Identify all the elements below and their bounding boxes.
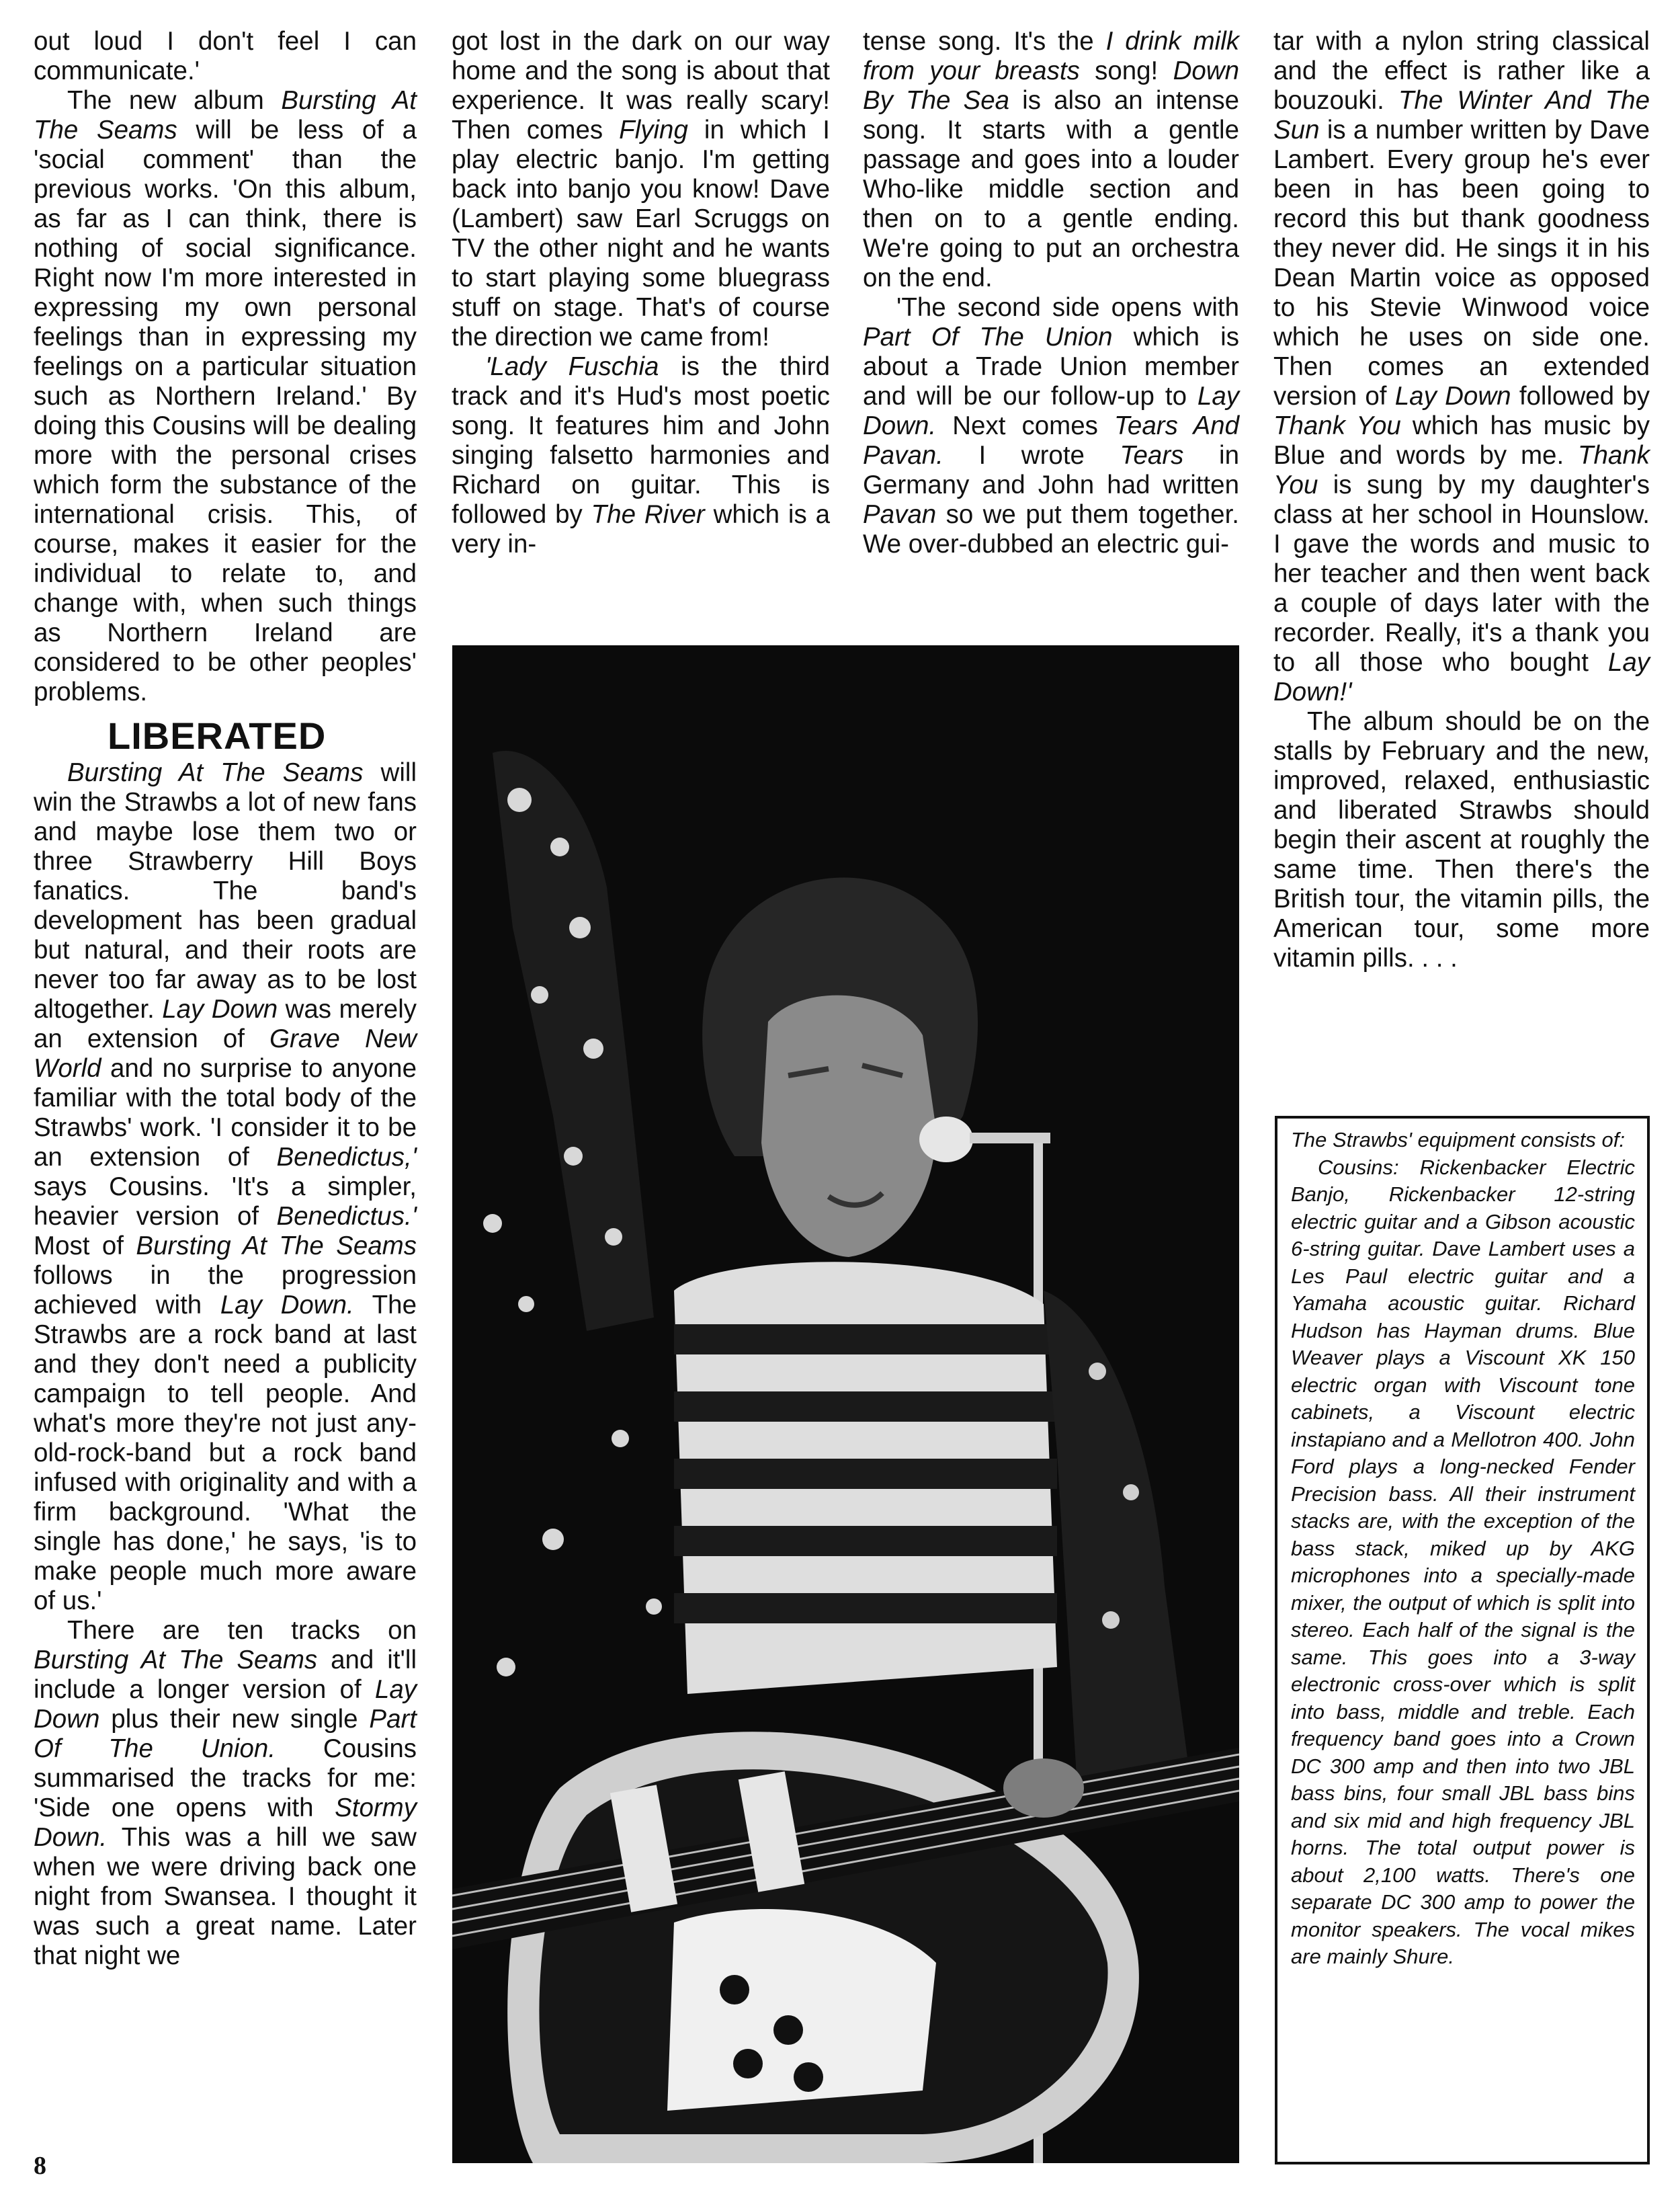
text: which is a very in- bbox=[452, 500, 830, 559]
song-title: The Winter And The Sun bbox=[1273, 86, 1650, 145]
text: The Strawbs are a rock band at last and they don't need a publicity campaign to tell people. And what's more they're not just any-old-rock-band but a rock band infused with originality and with a firm background. 'What the single has done,' he says, 'is to make people much more aware of us.' bbox=[34, 1291, 417, 1615]
song-title: Part Of The Union bbox=[863, 323, 1113, 352]
text: got lost in the dark on our way home and the song is about that experience. It was really scary! Then comes bbox=[452, 27, 830, 145]
song-title: Stormy Down. bbox=[34, 1793, 417, 1852]
text: will be less of a 'social comment' than the previous works. 'On this album, as far as I can think, there is nothing of social significance. Right now I'm more interested in expressing my own personal feelings than in expressing my feelings on a particular situation such as Northern Ireland.' By doing this Cousins will be dealing more with the personal crises which form the substance of the international crisis. This, of course, makes it easier for the individual to relate to, and change with, when such things as Northern Ireland are considered to be other peoples' problems. bbox=[34, 116, 417, 706]
text: The new album bbox=[67, 86, 282, 115]
song-title: Pavan bbox=[863, 500, 937, 529]
paragraph bbox=[863, 27, 1239, 293]
article-column-2 bbox=[452, 27, 830, 559]
text: I wrote bbox=[943, 441, 1120, 470]
text: 'The second side opens with bbox=[896, 293, 1239, 322]
album-title: Bursting At The Seams bbox=[67, 758, 364, 787]
text: tar with a nylon string classical and the effect is rather like a bouzouki. bbox=[1273, 27, 1650, 115]
song-title: Thank You bbox=[1273, 411, 1401, 440]
text: and it'll include a longer version of bbox=[34, 1646, 417, 1704]
paragraph bbox=[34, 86, 417, 707]
text: This was a hill we saw when we were driving back one night from Swansea. I thought it was such a great name. Later that night we bbox=[34, 1823, 417, 1970]
song-title: Down By The Sea bbox=[863, 56, 1239, 115]
text: The album should be on the stalls by February and the new, improved, relaxed, enthusiastic and liberated Strawbs should begin their ascent at roughly the same time. Then there's the British tour, the vitamin pills, the American tour, some more vitamin pills. . . . bbox=[1273, 707, 1650, 973]
text: out loud I don't feel I can communicate.' bbox=[34, 27, 417, 85]
paragraph bbox=[1273, 707, 1650, 973]
text: was merely an extension of bbox=[34, 995, 417, 1053]
paragraph bbox=[452, 27, 830, 352]
text: says Cousins. 'It's a simpler, heavier version of bbox=[34, 1172, 417, 1231]
album-title: Benedictus,' bbox=[276, 1143, 417, 1172]
text: in which I play electric banjo. I'm getting back into banjo you know! Dave (Lambert) saw Earl Scruggs on TV the other night and he wants to start playing some bluegrass stuff on stage. That's of course the direction we came from! bbox=[452, 116, 830, 352]
song-title: Thank You bbox=[1273, 441, 1650, 499]
text: is the third track and it's Hud's most poetic song. It features him and John singing falsetto harmonies and Richard on guitar. This is followed by bbox=[452, 352, 831, 529]
album-title: Bursting At The Seams bbox=[34, 86, 417, 145]
sidebar-body: Cousins: Rickenbacker Electric Banjo, Rickenbacker 12-string electric guitar and a Gibson acoustic 6-string guitar. Dave Lambert uses a Les Paul electric guitar and a Yamaha acoustic guitar. Richard Hudson has Hayman drums. Blue Weaver plays a Viscount XK 150 electric organ with Viscount tone cabinets, a Viscount electric instapiano and a Mellotron 400. John Ford plays a long-necked Fender Precision bass. All their instrument stacks are, with the exception of the bass stack, miked up by AKG microphones into a specially-made mixer, the output of which is split into stereo. Each half of the signal is the same. This goes into a 3-way electronic cross-over which is split into bass, middle and treble. Each frequency band goes into a Crown DC 300 amp and then into two JBL bass bins, four small JBL bass bins and six mid and high frequency JBL horns. The total output power is about 2,100 watts. There's one separate DC 300 amp to power the monitor speakers. The vocal mikes are mainly Shure. bbox=[1291, 1155, 1635, 1968]
text: song! bbox=[1079, 56, 1173, 85]
album-title: Benedictus.' bbox=[276, 1202, 417, 1231]
text: in Germany and John had written bbox=[863, 441, 1239, 499]
song-title: The River bbox=[591, 500, 705, 529]
photo-illustration bbox=[452, 645, 1239, 2163]
sidebar-intro: The Strawbs' equipment consists of: bbox=[1291, 1128, 1625, 1151]
article-column-4 bbox=[1273, 27, 1650, 973]
song-title: Tears bbox=[1120, 441, 1184, 470]
subheading: LIBERATED bbox=[108, 715, 327, 757]
album-title: Bursting At The Seams bbox=[136, 1231, 417, 1260]
paragraph bbox=[34, 1616, 417, 1971]
text: so we put them together. We over-dubbed an electric gui- bbox=[863, 500, 1239, 559]
song-title: Part Of The Union. bbox=[34, 1705, 417, 1763]
equipment-sidebar bbox=[1275, 1116, 1650, 2164]
song-title: Tears And Pavan. bbox=[863, 411, 1239, 470]
text: will win the Strawbs a lot of new fans and maybe lose them two or three Strawberry Hill Boys fanatics. The band's development has been gradual but natural, and their roots are never too far away as to be lost altogether. bbox=[34, 758, 417, 1024]
text: follows in the progression achieved with bbox=[34, 1261, 417, 1320]
text: Most of bbox=[34, 1231, 136, 1260]
text: and no surprise to anyone familiar with the total body of the Strawbs' work. 'I consider it to be an extension of bbox=[34, 1054, 417, 1172]
song-title: Lay Down. bbox=[220, 1291, 354, 1320]
album-title: Grave New World bbox=[34, 1024, 417, 1083]
paragraph bbox=[863, 293, 1239, 559]
text: Next comes bbox=[936, 411, 1114, 440]
paragraph bbox=[34, 27, 417, 86]
text: There are ten tracks on bbox=[67, 1616, 417, 1645]
text: which has music by Blue and words by me. bbox=[1273, 411, 1650, 470]
text: is sung by my daughter's class at her school in Hounslow. I gave the words and music to her teacher and then went back a couple of days later with the recorder. Really, it's a thank you to all those who bought bbox=[1273, 471, 1650, 677]
song-title: 'Lady Fuschia bbox=[485, 352, 659, 381]
paragraph bbox=[34, 758, 417, 1616]
song-title: Lay Down bbox=[162, 995, 278, 1024]
article-column-3 bbox=[863, 27, 1239, 559]
album-title: Bursting At The Seams bbox=[34, 1646, 318, 1674]
text: tense song. It's the bbox=[863, 27, 1106, 56]
song-title: Flying bbox=[619, 116, 688, 145]
text: plus their new single bbox=[99, 1705, 370, 1734]
song-title: I drink milk from your breasts bbox=[863, 27, 1239, 85]
page-number: 8 bbox=[34, 2152, 46, 2180]
text: is also an intense song. It starts with a gentle passage and goes into a louder Who-like middle section and then on to a gentle ending. We're going to put an orchestra on the end. bbox=[863, 86, 1239, 292]
article-column-1 bbox=[34, 27, 417, 1971]
song-title: Lay Down bbox=[34, 1675, 417, 1734]
text: followed by bbox=[1511, 382, 1650, 411]
song-title: Lay Down. bbox=[863, 382, 1239, 440]
text: Cousins summarised the tracks for me: 'Side one opens with bbox=[34, 1734, 417, 1822]
song-title: Lay Down bbox=[1394, 382, 1511, 411]
text: which is about a Trade Union member and will be our follow-up to bbox=[863, 323, 1239, 411]
paragraph bbox=[452, 352, 830, 559]
song-title: Lay Down!' bbox=[1273, 648, 1650, 706]
performer-photo bbox=[452, 645, 1239, 2163]
text: is a number written by Dave Lambert. Every group he's ever been in has been going to record this but thank goodness they never did. He sings it in his Dean Martin voice as opposed to his Stevie Winwood voice which he uses on side one. Then comes an extended version of bbox=[1273, 116, 1650, 411]
paragraph bbox=[1273, 27, 1650, 707]
